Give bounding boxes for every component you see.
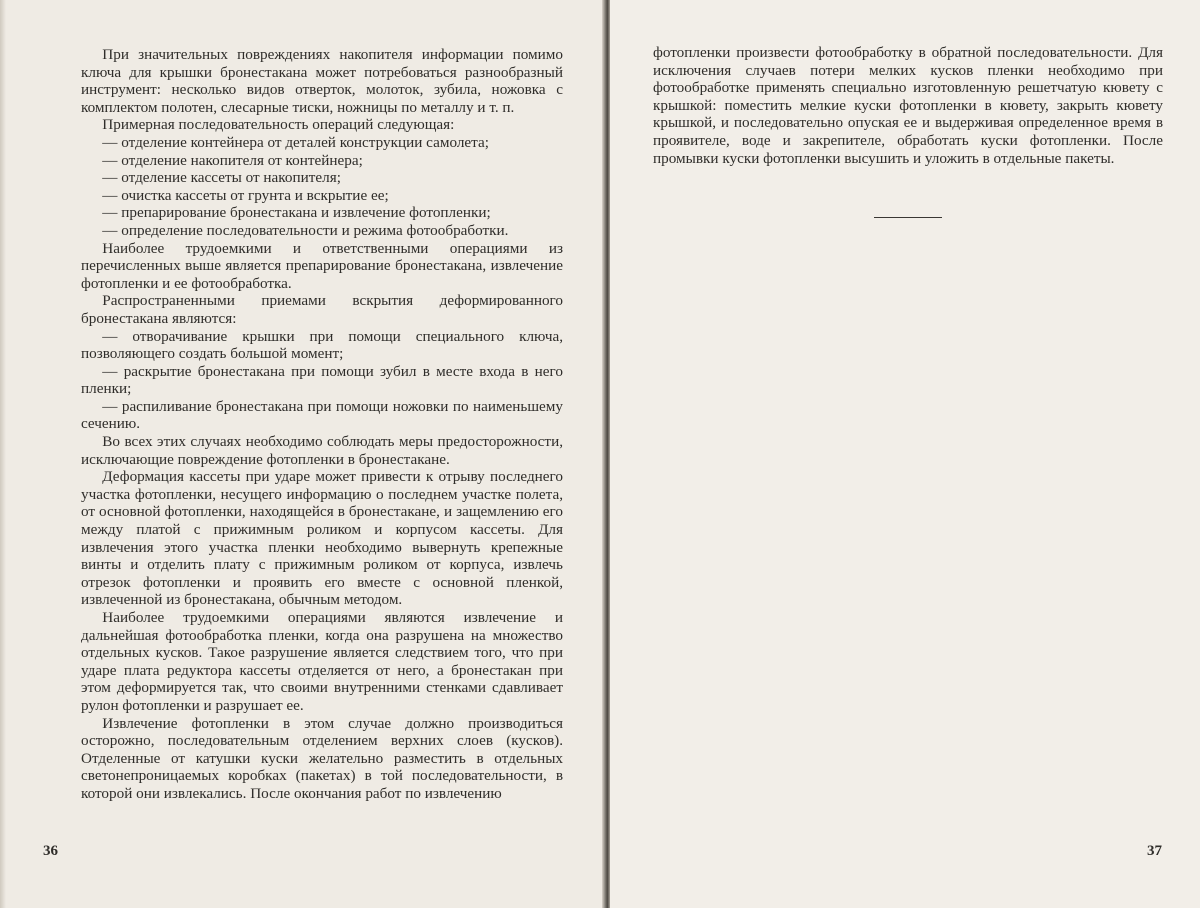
paragraph: Извлечение фотопленки в этом случае должно производиться осторожно, последовательным отделением верхних слоев (кусков). Отделенные от катушки куски желательно разместить в отдельных светонепроницаемых коробках (пакетах) в той последовательности, в которой они извлекались. После окончания работ по извлечению	[81, 714, 563, 802]
paragraph: фотопленки произвести фотообработку в обратной последовательности. Для исключения случаев потери мелких кусков пленки необходимо при фотообработке применять специально изготовленную решетчатую кювету с крышкой: поместить мелкие куски фотопленки в кювету, закрыть кювету крышкой, и последовательно опуская ее и выдерживая определенное время в проявителе, воде и закрепителе, обработать куски фотопленки. После промывки куски фотопленки высушить и уложить в отдельные пакеты.	[653, 44, 1163, 167]
page-number-left: 36	[43, 843, 58, 859]
page-number-right: 37	[1147, 843, 1162, 859]
paragraph: — отделение кассеты от накопителя;	[102, 169, 341, 187]
page-edge-shadow	[0, 0, 6, 908]
left-page-body	[81, 46, 563, 803]
section-end-rule	[874, 217, 942, 218]
right-page	[610, 0, 1200, 908]
paragraph: — отделение накопителя от контейнера;	[102, 151, 363, 169]
paragraph: Наиболее трудоемкими операциями являются извлечение и дальнейшая фотообработка пленки, когда она разрушена на множество отдельных кусков. Такое разрушение является следствием того, что при ударе плата редуктора кассеты отделяется от него, а бронестакан при этом деформируется так, что своими внутренними стенками сдавливает рулон фотопленки и разрушает ее.	[81, 609, 563, 714]
right-page-body	[653, 44, 1163, 167]
paragraph: Распространенными приемами вскрытия деформированного бронестакана являются:	[81, 292, 563, 327]
paragraph: Во всех этих случаях необходимо соблюдать меры предосторожности, исключающие повреждение фотопленки в бронестакане.	[81, 433, 563, 468]
paragraph: Наиболее трудоемкими и ответственными операциями из перечисленных выше является препарирование бронестакана, извлечение фотопленки и ее фотообработка.	[81, 239, 563, 292]
paragraph: — отворачивание крышки при помощи специального ключа, позволяющего создать большой момент;	[81, 327, 563, 363]
paragraph: При значительных повреждениях накопителя информации помимо ключа для крышки бронестакана может потребоваться разнообразный инструмент: несколько видов отверток, молоток, зубила, ножовка с комплектом полотен, слесарные тиски, ножницы по металлу и т. п.	[81, 46, 563, 116]
paragraph: — очистка кассеты от грунта и вскрытие ее;	[102, 186, 389, 204]
paragraph: — определение последовательности и режима фотообработки.	[102, 221, 509, 239]
paragraph: — препарирование бронестакана и извлечение фотопленки;	[102, 204, 491, 222]
paragraph: — раскрытие бронестакана при помощи зубил в месте входа в него пленки;	[81, 362, 563, 398]
paragraph: — распиливание бронестакана при помощи ножовки по наименьшему сечению.	[81, 397, 563, 433]
paragraph: — отделение контейнера от деталей конструкции самолета;	[102, 133, 489, 151]
paragraph: Деформация кассеты при ударе может привести к отрыву последнего участка фотопленки, несущего информацию о последнем участке полета, от основной фотопленки, находящейся в бронестакане, и защемлению его между платой с прижимным роликом и корпусом кассеты. Для извлечения этого участка пленки необходимо вывернуть крепежные винты и отделить плату с прижимным роликом от корпуса, извлечь отрезок фотопленки и проявить его вместе с основной пленкой, извлеченной из бронестакана, обычным методом.	[81, 468, 563, 609]
paragraph: Примерная последовательность операций следующая:	[102, 116, 455, 134]
